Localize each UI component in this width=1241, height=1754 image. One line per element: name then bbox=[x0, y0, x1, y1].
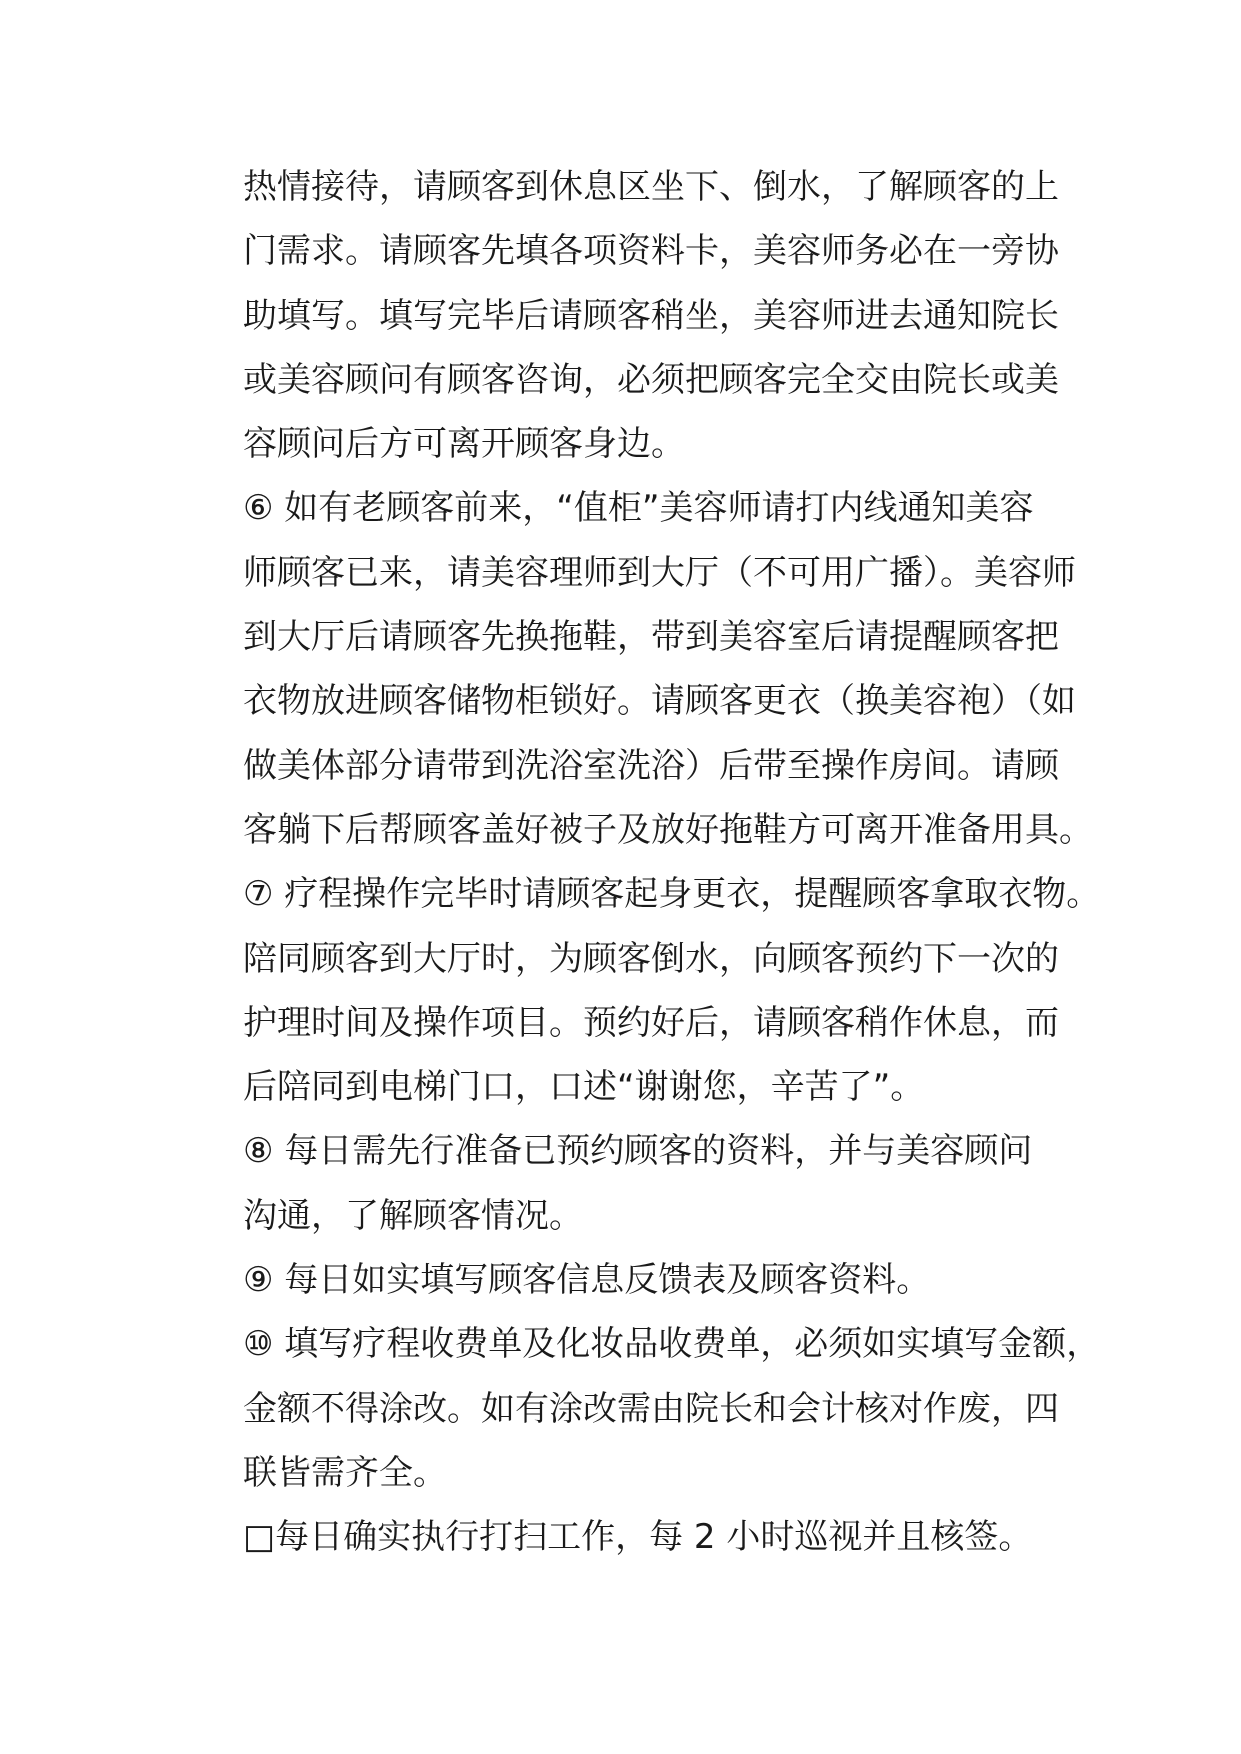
text-line: 师顾客已来，请美容理师到大厅（不可用广播）。美容师 bbox=[243, 552, 1076, 593]
body-text bbox=[243, 155, 1101, 1570]
text-line: 客躺下后帮顾客盖好被子及放好拖鞋方可离开准备用具。 bbox=[243, 809, 1093, 850]
text-line: 热情接待，请顾客到休息区坐下、倒水，了解顾客的上 bbox=[243, 167, 1059, 207]
text-line: ⑧ 每日需先行准备已预约顾客的资料，并与美容顾问 bbox=[243, 1131, 1033, 1172]
text-line: ⑨ 每日如实填写顾客信息反馈表及顾客资料。 bbox=[243, 1260, 931, 1301]
text-line: 助填写。填写完毕后请顾客稍坐，美容师进去通知院长 bbox=[243, 295, 1059, 336]
text-line: ⑩ 填写疗程收费单及化妆品收费单，必须如实填写金额， bbox=[243, 1324, 1101, 1365]
text-line: 到大厅后请顾客先换拖鞋，带到美容室后请提醒顾客把 bbox=[243, 617, 1059, 658]
text-line: 后陪同到电梯门口，口述“谢谢您，辛苦了”。 bbox=[243, 1067, 925, 1108]
text-line: 陪同顾客到大厅时，为顾客倒水，向顾客预约下一次的 bbox=[243, 938, 1059, 979]
text-line: 容顾问后方可离开顾客身边。 bbox=[243, 424, 685, 465]
text-line: 或美容顾问有顾客咨询，必须把顾客完全交由院长或美 bbox=[243, 359, 1059, 400]
text-line: 联皆需齐全。 bbox=[243, 1452, 447, 1493]
text-line: 沟通，了解顾客情况。 bbox=[243, 1195, 583, 1236]
text-line: 衣物放进顾客储物柜锁好。请顾客更衣（换美容袍）（如 bbox=[243, 681, 1076, 722]
text-line: 做美体部分请带到洗浴室洗浴）后带至操作房间。请顾 bbox=[243, 745, 1059, 786]
text-line: 门需求。请顾客先填各项资料卡，美容师务必在一旁协 bbox=[243, 231, 1059, 272]
text-line: □每日确实执行打扫工作，每 2 小时巡视并且核签。 bbox=[243, 1517, 1033, 1558]
text-line: 金额不得涂改。如有涂改需由院长和会计核对作废，四 bbox=[243, 1388, 1059, 1429]
text-line: ⑥ 如有老顾客前来，“值柜”美容师请打内线通知美容 bbox=[243, 488, 1034, 529]
text-line: ⑦ 疗程操作完毕时请顾客起身更衣，提醒顾客拿取衣物。 bbox=[243, 874, 1101, 915]
text-line: 护理时间及操作项目。预约好后，请顾客稍作休息，而 bbox=[243, 1002, 1059, 1043]
